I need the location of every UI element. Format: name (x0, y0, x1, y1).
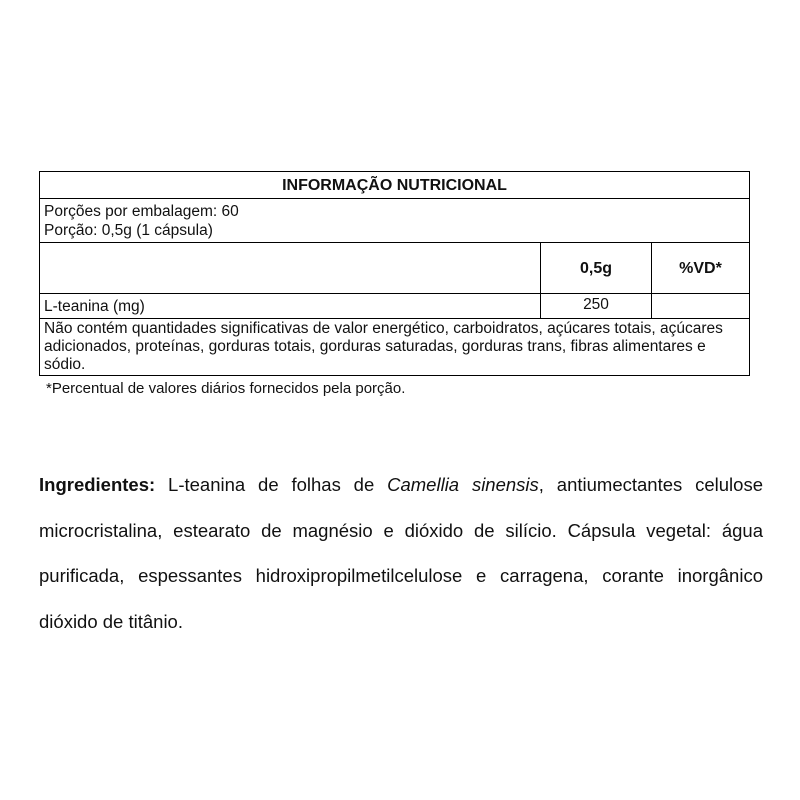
insignificant-amounts-note: Não contém quantidades significativas de valor energético, carboidratos, açúcares totais, açúcares adicionados, proteínas, gorduras totais, gorduras saturadas, gorduras trans, fibras alimentares e sódio. (44, 320, 723, 373)
species-name: Camellia sinensis (387, 474, 539, 495)
nutrient-amount: 250 (541, 294, 652, 318)
portion-info (40, 199, 749, 243)
nutrition-facts-table (39, 171, 750, 376)
ingredients-text-start: L-teanina de folhas de (155, 474, 388, 495)
header-daily-value: %VD* (679, 260, 722, 277)
header-nutrient (40, 243, 541, 293)
header-amount: 0,5g (541, 243, 652, 293)
daily-value-footnote: *Percentual de valores diários fornecidos pela porção. (46, 380, 406, 397)
ingredients-text-end: , antiumectantes celulose microcristalina, estearato de magnésio e dióxido de silício. Cápsula vegetal: água purificada, espessantes hidroxipropilmetilcelulose e carragena, corante inorgânico dióxido de titânio. (39, 474, 763, 632)
table-row (40, 294, 749, 319)
nutrient-name: L-teanina (mg) (40, 294, 541, 318)
servings-per-package: Porções por embalagem: 60 (44, 203, 239, 220)
ingredients-paragraph (39, 462, 763, 644)
ingredients-label: Ingredientes: (39, 474, 156, 495)
serving-size: Porção: 0,5g (1 cápsula) (44, 222, 213, 239)
table-header-row (40, 243, 749, 294)
nutrition-title: INFORMAÇÃO NUTRICIONAL (40, 172, 749, 199)
nutrient-daily-value (652, 294, 749, 318)
